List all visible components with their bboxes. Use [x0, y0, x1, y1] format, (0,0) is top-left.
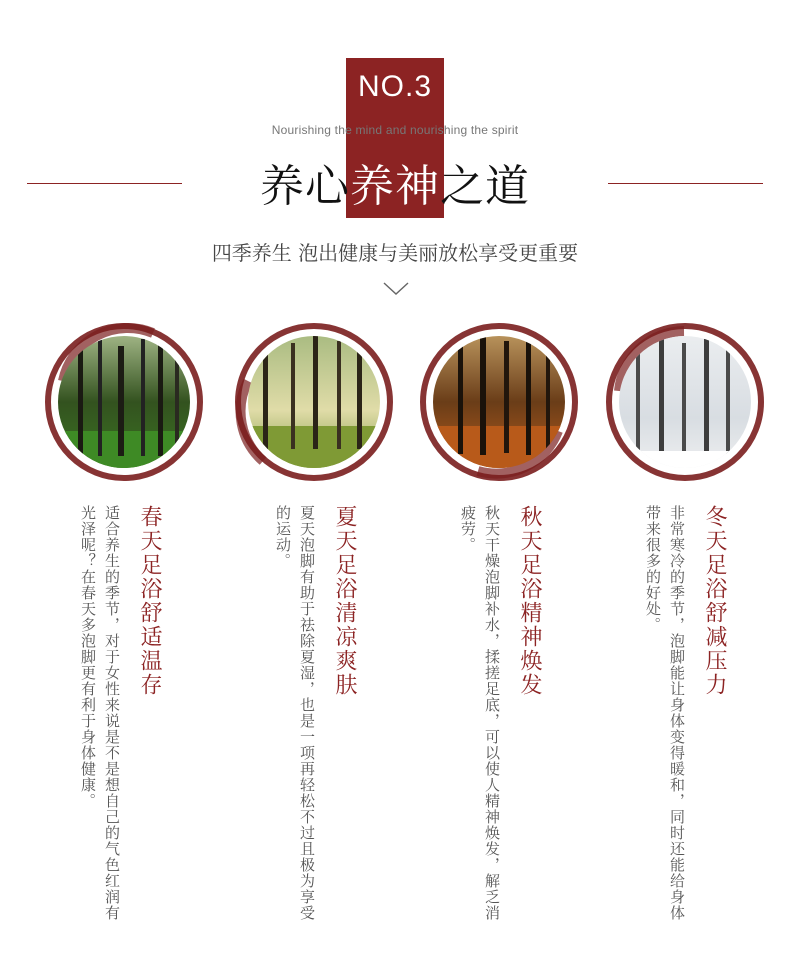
title-part-2: 养神 [350, 161, 440, 212]
summer-image [233, 321, 395, 483]
autumn-body: 秋天干燥泡脚补水，揉搓足底，可以使人精神焕发，解乏消疲劳。 [459, 505, 501, 921]
title-part-3: 之道 [440, 161, 530, 212]
page-title [0, 150, 790, 214]
title-part-1: 养心 [260, 161, 350, 212]
winter-column [635, 505, 730, 935]
spring-body: 适合养生的季节，对于女性来说是不是想自己的气色红润有光泽呢？在春天多泡脚更有利于身体健康。 [79, 505, 121, 921]
summer-heading: 夏天足浴清凉爽肤 [332, 505, 357, 697]
autumn-image [418, 321, 580, 483]
winter-heading: 冬天足浴舒减压力 [702, 505, 727, 697]
english-subtitle: Nourishing the mind and nourishing the spirit [271, 123, 519, 137]
summer-body: 夏天泡脚有助于祛除夏湿，也是一项再轻松不过且极为享受的运动。 [274, 505, 316, 921]
autumn-heading: 秋天足浴精神焕发 [517, 505, 542, 697]
summer-column [270, 505, 360, 935]
autumn-column [450, 505, 545, 935]
spring-column [75, 505, 165, 935]
section-number-badge: NO.3 [357, 70, 433, 103]
winter-image [604, 321, 766, 483]
tagline: 四季养生 泡出健康与美丽放松享受更重要 [211, 241, 579, 265]
spring-image [43, 321, 205, 483]
spring-heading: 春天足浴舒适温存 [137, 505, 162, 697]
chevron-down-icon [383, 282, 409, 296]
winter-body: 非常寒冷的季节，泡脚能让身体变得暖和，同时还能给身体带来很多的好处。 [644, 505, 686, 921]
